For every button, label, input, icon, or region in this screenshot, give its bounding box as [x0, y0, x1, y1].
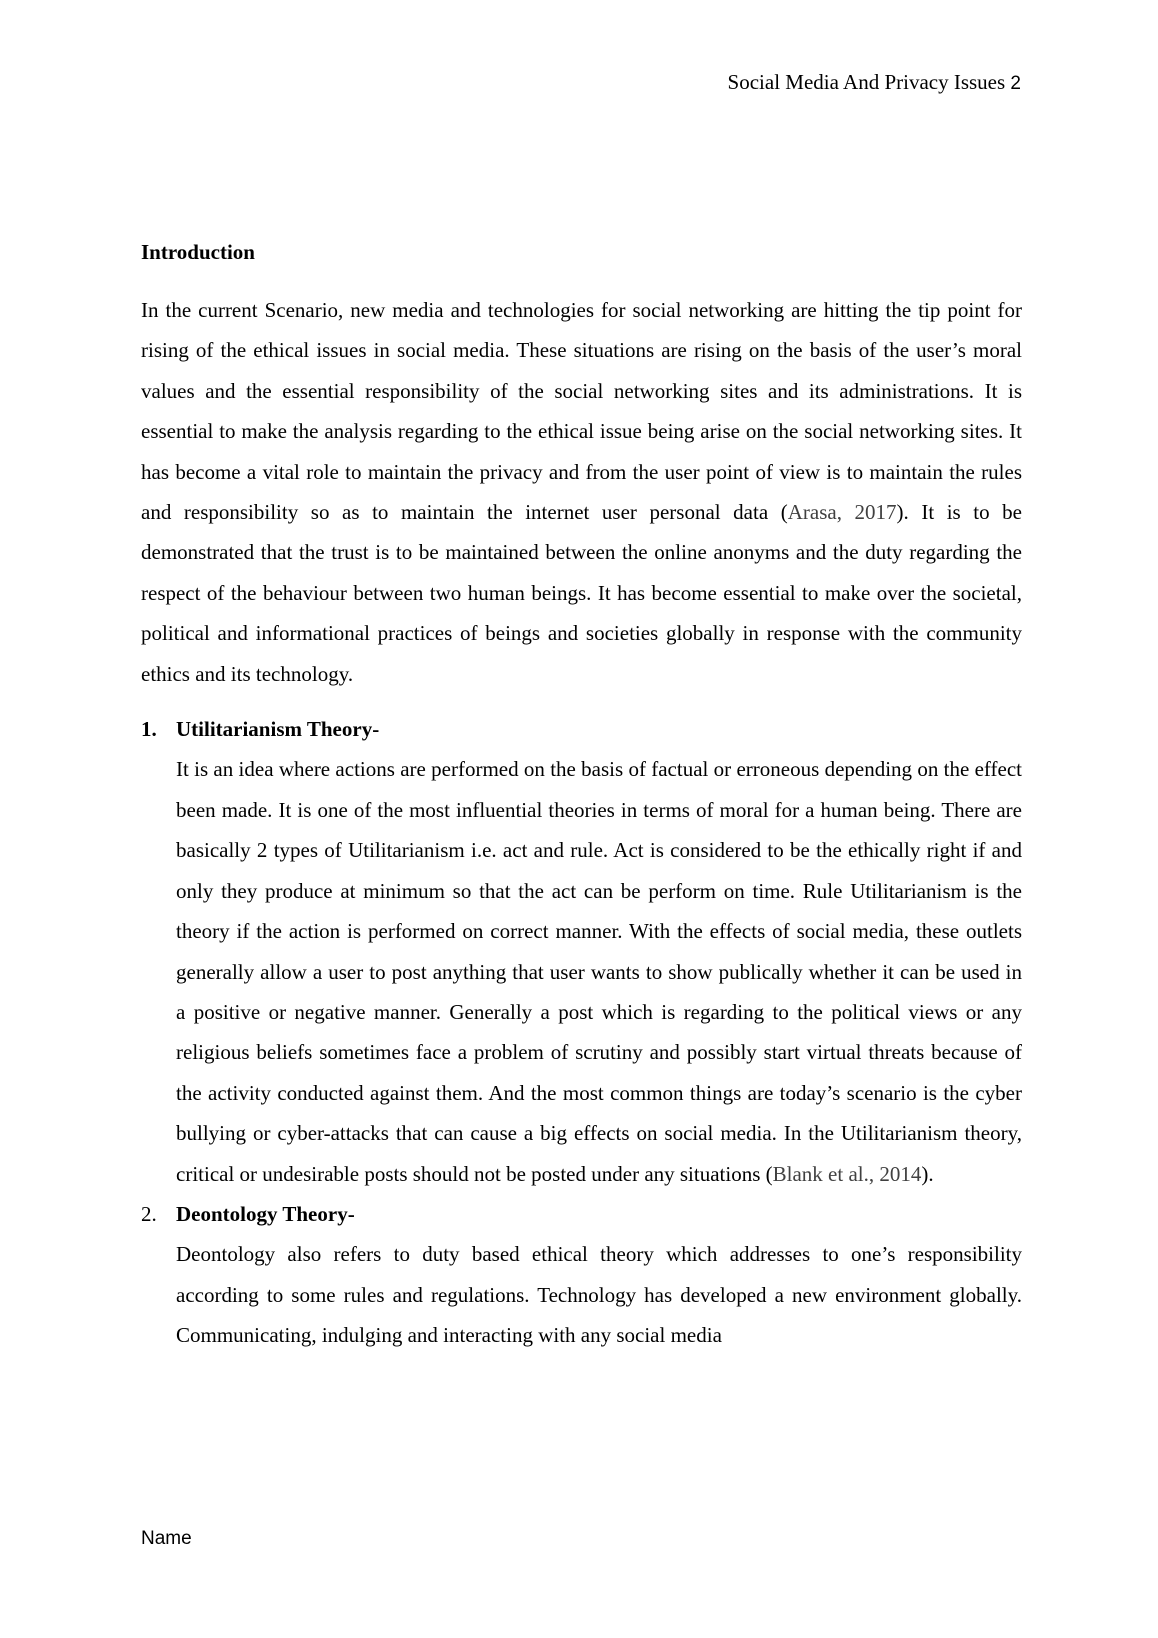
theory-text: Deontology also refers to duty based ethical theory which addresses to one’s responsibility according to some rules and regulations. Technology has developed a new environment globally. Communicating, indulging and interacting with any social media	[176, 1242, 1022, 1348]
citation-arasa: Arasa, 2017	[787, 500, 897, 525]
page-number: 2	[1010, 73, 1021, 94]
introduction-text-end: ). It is to be demonstrated that the trust is to be maintained between the online anonyms and the duty regarding the respect of the behaviour between two human beings. It has become essential to make over the societal, political and informational practices of beings and societies globally in response with the community ethics and its technology.	[141, 500, 1022, 686]
running-title: Social Media And Privacy Issues	[727, 70, 1006, 94]
citation-blank: Blank et al., 2014	[772, 1161, 922, 1186]
theory-paragraph	[176, 749, 1022, 1193]
theory-text: It is an idea where actions are performed on the basis of factual or erroneous depending on the effect been made. It is one of the most influential theories in terms of moral for a human being. There are basically 2 types of Utilitarianism i.e. act and rule. Act is considered to be the ethically right if and only they produce at minimum so that the act can be perform on time. Rule Utilitarianism is the theory if the action is performed on correct manner. With the effects of social media, these outlets generally allow a user to post anything that user wants to show publically whether it can be used in a positive or negative manner. Generally a post which is regarding to the political views or any religious beliefs sometimes face a problem of scrutiny and possibly start virtual threats because of the activity conducted against them. And the most common things are today’s scenario is the cyber bullying or cyber-attacks that can cause a big effects on social media. In the Utilitarianism theory, critical or undesirable posts should not be posted under any situations (	[176, 757, 1022, 1186]
page-header	[728, 68, 1021, 98]
list-number: 2.	[141, 1201, 157, 1226]
introduction-paragraph	[141, 290, 1022, 694]
list-item-utilitarianism	[141, 709, 1022, 1194]
introduction-text: In the current Scenario, new media and technologies for social networking are hitting the tip point for rising of the ethical issues in social media. These situations are rising on the basis of the user’s moral values and the essential responsibility of the social networking sites and its administrations. It is essential to make the analysis regarding to the ethical issue being arise on the social networking sites. It has become a vital role to maintain the privacy and from the user point of view is to maintain the rules and responsibility so as to maintain the internet user personal data (	[141, 298, 1022, 525]
footer-label: Name	[141, 1528, 192, 1549]
document-body	[141, 238, 1022, 1356]
theories-list	[141, 709, 1022, 1356]
theory-text-end: ).	[921, 1161, 934, 1186]
theory-title: Deontology Theory-	[176, 1201, 355, 1226]
page-footer	[141, 1527, 192, 1551]
list-item-deontology	[141, 1194, 1022, 1356]
theory-title: Utilitarianism Theory-	[176, 717, 380, 742]
theory-paragraph	[176, 1234, 1022, 1355]
list-number: 1.	[141, 717, 157, 742]
section-heading-introduction: Introduction	[141, 240, 255, 264]
